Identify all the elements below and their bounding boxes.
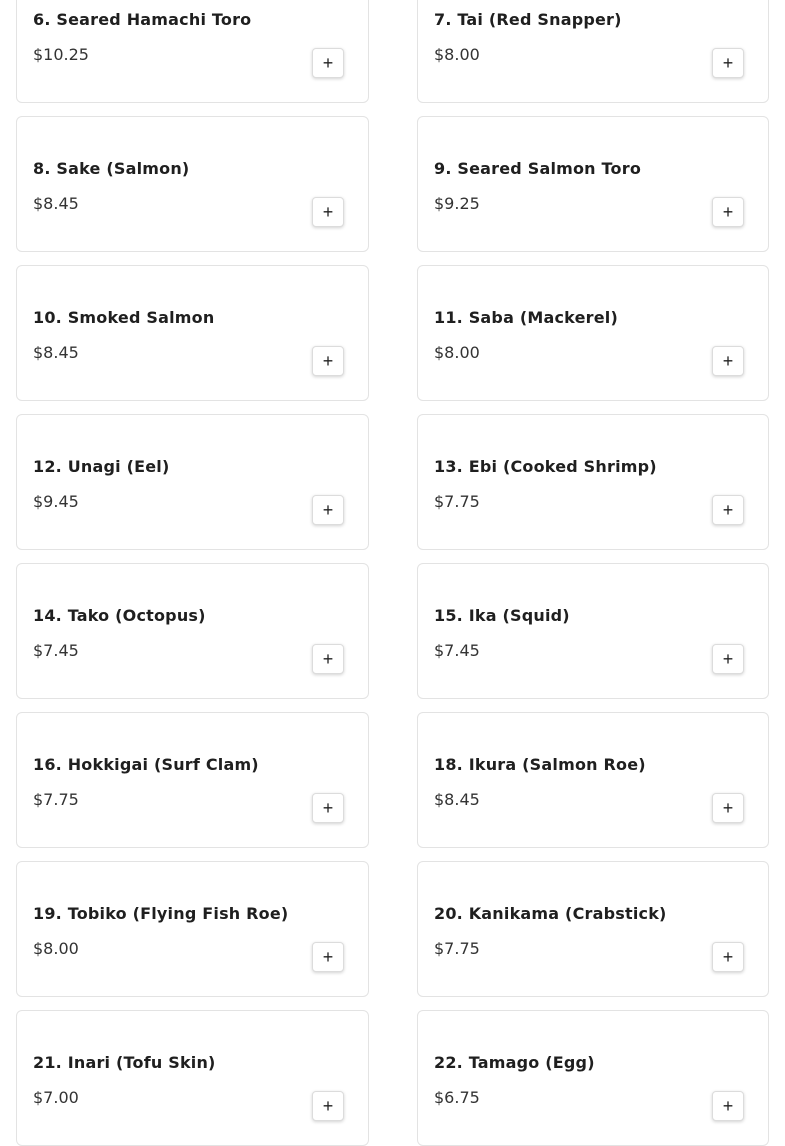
plus-icon: + bbox=[722, 649, 734, 669]
plus-icon: + bbox=[722, 1096, 734, 1116]
item-name: 15. Ika (Squid) bbox=[434, 606, 570, 625]
item-price: $8.45 bbox=[33, 343, 79, 362]
add-to-cart-button[interactable] bbox=[712, 197, 744, 227]
add-to-cart-button[interactable] bbox=[712, 644, 744, 674]
item-price: $7.75 bbox=[434, 939, 480, 958]
add-to-cart-button[interactable] bbox=[312, 942, 344, 972]
plus-icon: + bbox=[722, 798, 734, 818]
menu-item-card[interactable] bbox=[417, 265, 769, 401]
item-price: $8.45 bbox=[434, 790, 480, 809]
plus-icon: + bbox=[322, 500, 334, 520]
item-price: $7.45 bbox=[434, 641, 480, 660]
add-to-cart-button[interactable] bbox=[312, 197, 344, 227]
menu-item-card[interactable] bbox=[417, 0, 769, 103]
plus-icon: + bbox=[722, 947, 734, 967]
menu-item-card[interactable] bbox=[417, 861, 769, 997]
menu-item-card[interactable] bbox=[16, 116, 369, 252]
plus-icon: + bbox=[322, 351, 334, 371]
add-to-cart-button[interactable] bbox=[312, 48, 344, 78]
item-price: $7.75 bbox=[33, 790, 79, 809]
add-to-cart-button[interactable] bbox=[712, 495, 744, 525]
add-to-cart-button[interactable] bbox=[312, 495, 344, 525]
add-to-cart-button[interactable] bbox=[712, 1091, 744, 1121]
add-to-cart-button[interactable] bbox=[712, 942, 744, 972]
item-price: $6.75 bbox=[434, 1088, 480, 1107]
item-name: 8. Sake (Salmon) bbox=[33, 159, 190, 178]
plus-icon: + bbox=[722, 500, 734, 520]
menu-items-grid bbox=[16, 0, 769, 1146]
add-to-cart-button[interactable] bbox=[712, 48, 744, 78]
plus-icon: + bbox=[322, 649, 334, 669]
item-price: $8.00 bbox=[434, 343, 480, 362]
add-to-cart-button[interactable] bbox=[312, 793, 344, 823]
menu-item-card[interactable] bbox=[16, 1010, 369, 1146]
menu-item-card[interactable] bbox=[16, 712, 369, 848]
menu-item-card[interactable] bbox=[417, 1010, 769, 1146]
menu-item-card[interactable] bbox=[16, 265, 369, 401]
menu-item-card[interactable] bbox=[16, 563, 369, 699]
add-to-cart-button[interactable] bbox=[312, 644, 344, 674]
item-price: $7.75 bbox=[434, 492, 480, 511]
menu-item-card[interactable] bbox=[16, 861, 369, 997]
plus-icon: + bbox=[322, 947, 334, 967]
plus-icon: + bbox=[322, 1096, 334, 1116]
add-to-cart-button[interactable] bbox=[312, 346, 344, 376]
add-to-cart-button[interactable] bbox=[712, 346, 744, 376]
item-name: 22. Tamago (Egg) bbox=[434, 1053, 595, 1072]
item-name: 16. Hokkigai (Surf Clam) bbox=[33, 755, 259, 774]
plus-icon: + bbox=[722, 202, 734, 222]
plus-icon: + bbox=[722, 351, 734, 371]
item-price: $9.25 bbox=[434, 194, 480, 213]
item-name: 10. Smoked Salmon bbox=[33, 308, 215, 327]
plus-icon: + bbox=[722, 53, 734, 73]
item-name: 20. Kanikama (Crabstick) bbox=[434, 904, 667, 923]
plus-icon: + bbox=[322, 202, 334, 222]
item-name: 12. Unagi (Eel) bbox=[33, 457, 170, 476]
item-price: $7.00 bbox=[33, 1088, 79, 1107]
plus-icon: + bbox=[322, 798, 334, 818]
item-price: $8.00 bbox=[434, 45, 480, 64]
item-price: $10.25 bbox=[33, 45, 89, 64]
item-name: 18. Ikura (Salmon Roe) bbox=[434, 755, 646, 774]
item-name: 21. Inari (Tofu Skin) bbox=[33, 1053, 216, 1072]
plus-icon: + bbox=[322, 53, 334, 73]
item-name: 14. Tako (Octopus) bbox=[33, 606, 206, 625]
item-name: 11. Saba (Mackerel) bbox=[434, 308, 618, 327]
item-price: $8.45 bbox=[33, 194, 79, 213]
menu-item-card[interactable] bbox=[16, 0, 369, 103]
item-price: $9.45 bbox=[33, 492, 79, 511]
item-name: 13. Ebi (Cooked Shrimp) bbox=[434, 457, 657, 476]
add-to-cart-button[interactable] bbox=[312, 1091, 344, 1121]
item-price: $8.00 bbox=[33, 939, 79, 958]
item-price: $7.45 bbox=[33, 641, 79, 660]
menu-item-card[interactable] bbox=[16, 414, 369, 550]
add-to-cart-button[interactable] bbox=[712, 793, 744, 823]
menu-item-card[interactable] bbox=[417, 563, 769, 699]
menu-item-card[interactable] bbox=[417, 116, 769, 252]
item-name: 6. Seared Hamachi Toro bbox=[33, 10, 252, 29]
item-name: 19. Tobiko (Flying Fish Roe) bbox=[33, 904, 289, 923]
item-name: 9. Seared Salmon Toro bbox=[434, 159, 642, 178]
item-name: 7. Tai (Red Snapper) bbox=[434, 10, 622, 29]
menu-item-card[interactable] bbox=[417, 414, 769, 550]
menu-item-card[interactable] bbox=[417, 712, 769, 848]
